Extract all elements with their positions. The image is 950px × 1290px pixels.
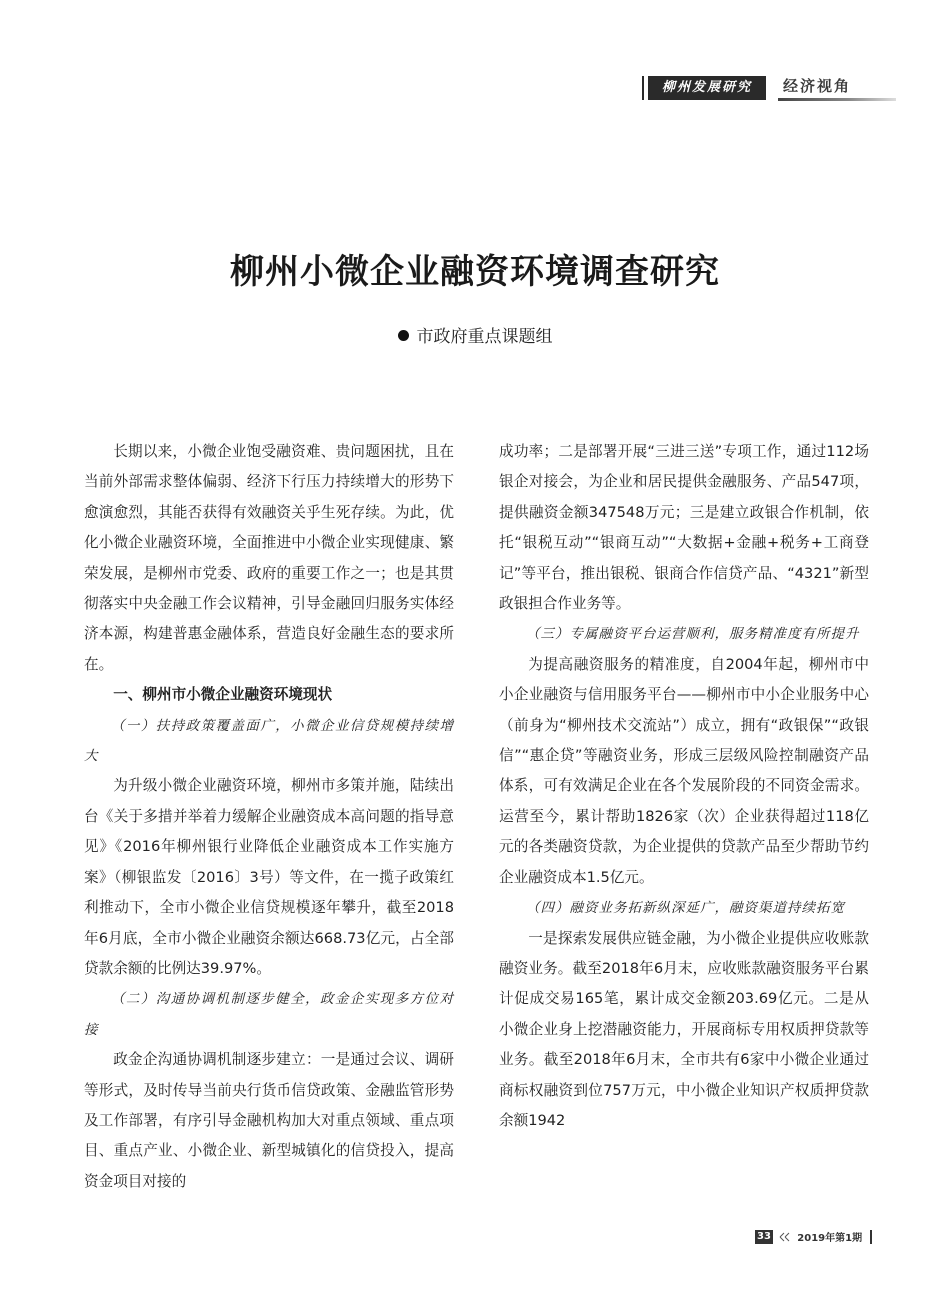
section-name: 经济视角 xyxy=(783,77,852,95)
paragraph: 政金企沟通协调机制逐步建立：一是通过会议、调研等形式，及时传导当前央行货币信贷政策、金融监管形势及工作部署，有序引导金融机构加大对重点领域、重点项目、重点产业、小微企业、新型城镇化的信贷投入，提高资金项目对接的 xyxy=(84,1051,454,1190)
header-rule xyxy=(778,98,896,101)
author-name: 市政府重点课题组 xyxy=(416,327,553,347)
article-title: 柳州小微企业融资环境调查研究 xyxy=(230,252,720,292)
paragraph: 一是探索发展供应链金融，为小微企业提供应收账款融资业务。截至2018年6月末，应收账款融资服务平台累计促成交易165笔，累计成交金额203.69亿元。二是从小微企业身上挖潜融资能力，开展商标专用权质押贷款等业务。截至2018年6月末，全市共有6家中小微企业通过商标权融资到位757万元，中小微企业知识产权质押贷款余额1942 xyxy=(499,929,869,1129)
subsection-heading: （二）沟通协调机制逐步健全，政金企实现多方位对接 xyxy=(84,991,454,1038)
page-footer xyxy=(755,1229,872,1247)
bullet-icon xyxy=(398,330,409,341)
chevrons-icon xyxy=(779,1232,791,1242)
subsection-heading: （一）扶持政策覆盖面广，小微企业信贷规模持续增大 xyxy=(84,717,454,765)
magazine-name: 柳州发展研究 xyxy=(648,76,766,100)
left-column xyxy=(84,437,454,1197)
issue-label: 2019年第1期 xyxy=(797,1233,863,1244)
section-heading: 一、柳州市小微企业融资环境现状 xyxy=(113,686,333,704)
footer-bar xyxy=(870,1230,872,1244)
right-column xyxy=(499,437,869,1136)
page-number: 33 xyxy=(757,1230,771,1242)
paragraph: 成功率；二是部署开展“三进三送”专项工作，通过112场银企对接会，为企业和居民提供金融服务、产品547项，提供融资金额347548万元；三是建立政银合作机制，依托“银税互动”“银商互动”“大数据+金融+税务+工商登记”等平台，推出银税、银商合作信贷产品、“4321”新型政银担合作业务等。 xyxy=(499,443,869,613)
paragraph: 长期以来，小微企业饱受融资难、贵问题困扰，且在当前外部需求整体偏弱、经济下行压力持续增大的形势下愈演愈烈，其能否获得有效融资关乎生死存续。为此，优化小微企业融资环境，全面推进中小微企业实现健康、繁荣发展，是柳州市党委、政府的重要工作之一；也是其贯彻落实中央金融工作会议精神，引导金融回归服务实体经济本源，构建普惠金融体系，营造良好金融生态的要求所在。 xyxy=(84,443,454,673)
paragraph: 为升级小微企业融资环境，柳州市多策并施，陆续出台《关于多措并举着力缓解企业融资成本高问题的指导意见》《2016年柳州银行业降低企业融资成本工作实施方案》（柳银监发〔2016〕3号）等文件，在一揽子政策红利推动下，全市小微企业信贷规模逐年攀升，截至2018年6月底，全市小微企业融资余额达668.73亿元，占全部贷款余额的比例达39.97%。 xyxy=(84,777,454,977)
paragraph: 为提高融资服务的精准度，自2004年起，柳州市中小企业融资与信用服务平台——柳州市中小企业服务中心（前身为“柳州技术交流站”）成立，拥有“政银保”“政银信”“惠企贷”等融资业务，形成三层级风险控制融资产品体系，可有效满足企业在各个发展阶段的不同资金需求。运营至今，累计帮助1826家（次）企业获得超过118亿元的各类融资贷款，为企业提供的贷款产品至少帮助节约企业融资成本1.5亿元。 xyxy=(499,655,869,886)
subsection-heading: （四）融资业务拓新纵深延广，融资渠道持续拓宽 xyxy=(526,900,845,917)
subsection-heading: （三）专属融资平台运营顺利，服务精准度有所提升 xyxy=(526,626,860,643)
running-header xyxy=(648,74,898,104)
author-line xyxy=(0,322,950,347)
